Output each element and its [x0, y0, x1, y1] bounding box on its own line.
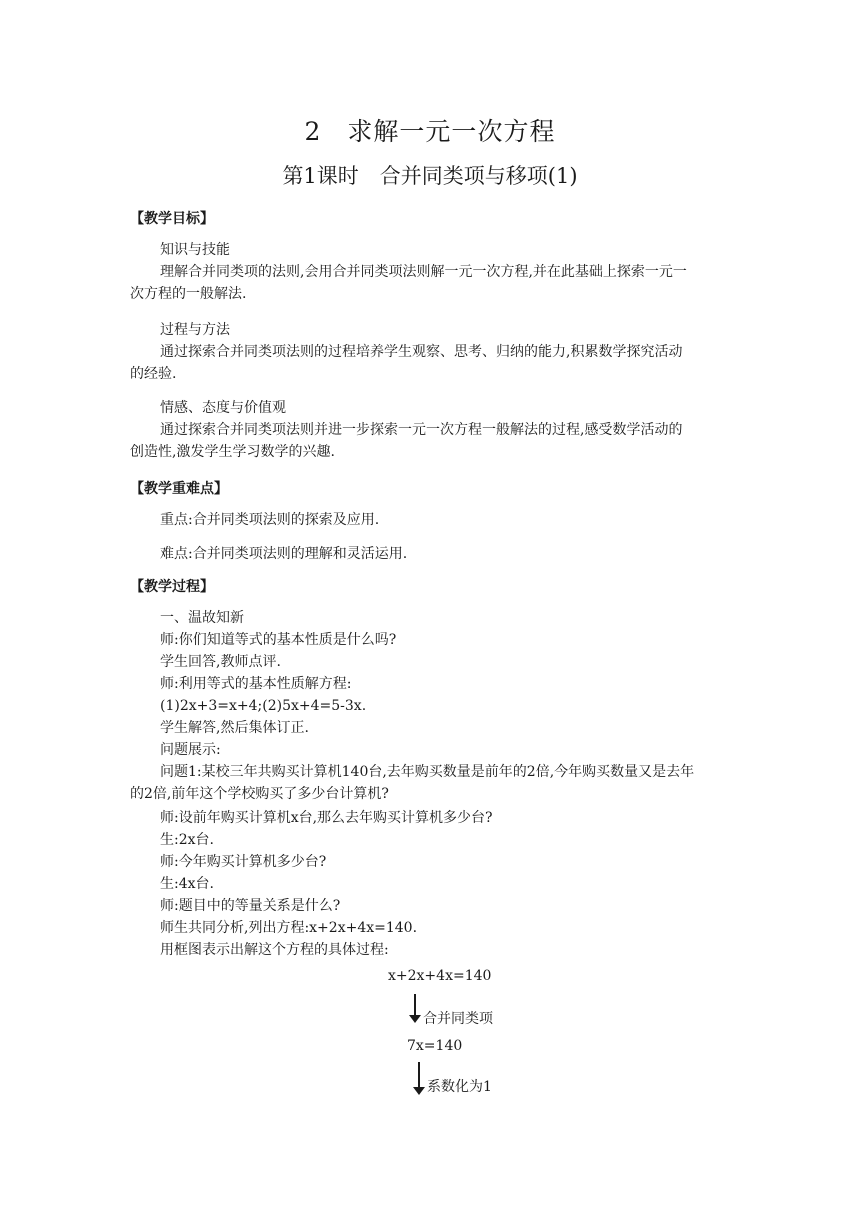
section-keypoints-heading: 【教学重难点】	[130, 481, 228, 497]
attitude-text-line1: 通过探索合并同类项法则并进一步探索一元一次方程一般解法的过程,感受数学活动的	[160, 422, 683, 438]
method-text-line1: 通过探索合并同类项法则的过程培养学生观察、思考、归纳的能力,积累数学探究活动	[160, 344, 683, 360]
flow-equation-1: x+2x+4x=140	[388, 968, 492, 984]
process-line: 学生回答,教师点评.	[160, 654, 281, 670]
process-line: 学生解答,然后集体订正.	[160, 720, 309, 736]
method-text-line2: 的经验.	[130, 366, 177, 382]
attitude-heading: 情感、态度与价值观	[160, 400, 286, 416]
down-arrow-icon	[409, 994, 421, 1024]
section-process-heading: 【教学过程】	[130, 579, 214, 595]
knowledge-text-line1: 理解合并同类项的法则,会用合并同类项法则解一元一次方程,并在此基础上探索一元一	[160, 264, 687, 280]
lesson-subtitle: 第1课时 合并同类项与移项(1)	[282, 164, 578, 188]
process-line: 问题1:某校三年共购买计算机140台,去年购买数量是前年的2倍,今年购买数量又是去年	[160, 764, 695, 780]
process-line: 生:4x台.	[160, 876, 214, 892]
process-line: 师:设前年购买计算机x台,那么去年购买计算机多少台?	[160, 810, 493, 826]
down-arrow-icon	[413, 1062, 425, 1096]
process-line: 师:今年购买计算机多少台?	[160, 854, 327, 870]
process-line: 生:2x台.	[160, 832, 214, 848]
flow-step-1-label: 合并同类项	[423, 1011, 493, 1027]
process-line: 师:你们知道等式的基本性质是什么吗?	[160, 632, 397, 648]
knowledge-heading: 知识与技能	[160, 242, 230, 258]
process-line: (1)2x+3=x+4;(2)5x+4=5-3x.	[160, 698, 367, 714]
process-line: 一、温故知新	[160, 610, 244, 626]
process-line: 师生共同分析,列出方程:x+2x+4x=140.	[160, 920, 418, 936]
key-point-text: 重点:合并同类项法则的探索及应用.	[160, 512, 380, 528]
section-goals-heading: 【教学目标】	[130, 211, 214, 227]
flow-equation-2: 7x=140	[407, 1038, 463, 1054]
page-title: 2 求解一元一次方程	[304, 117, 556, 146]
process-line: 师:题目中的等量关系是什么?	[160, 898, 341, 914]
process-line: 问题展示:	[160, 742, 221, 758]
difficulty-text: 难点:合并同类项法则的理解和灵活运用.	[160, 546, 408, 562]
knowledge-text-line2: 次方程的一般解法.	[130, 286, 247, 302]
attitude-text-line2: 创造性,激发学生学习数学的兴趣.	[130, 444, 335, 460]
process-line: 师:利用等式的基本性质解方程:	[160, 676, 352, 692]
process-line: 用框图表示出解这个方程的具体过程:	[160, 942, 389, 958]
flow-step-2-label: 系数化为1	[427, 1079, 492, 1095]
method-heading: 过程与方法	[160, 322, 230, 338]
process-line-wrap: 的2倍,前年这个学校购买了多少台计算机?	[130, 786, 389, 802]
